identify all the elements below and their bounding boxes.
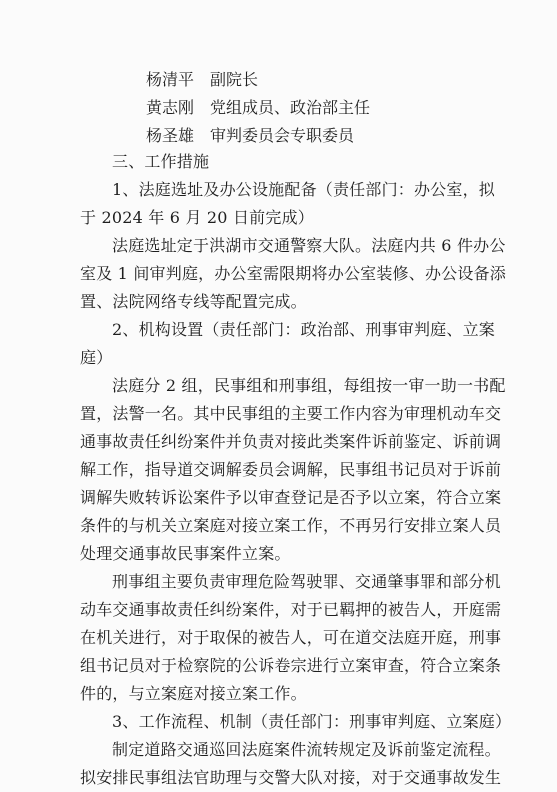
paragraph-line: 法庭分 2 组，民事组和刑事组，每组按一审一助一书配 — [112, 376, 506, 395]
paragraph-line: 解工作，指导道交调解委员会调解，民事组书记员对于诉前 — [80, 460, 502, 479]
member-title: 副院长 — [210, 70, 259, 89]
subsection-heading-cont: 庭） — [80, 348, 113, 367]
member-row — [146, 70, 258, 90]
paragraph-line: 组书记员对于检察院的公诉卷宗进行立案审查，符合立案条 — [80, 656, 502, 675]
paragraph-line: 处理交通事故民事案件立案。 — [80, 544, 291, 563]
section-heading: 三、工作措施 — [112, 152, 210, 171]
paragraph-line: 条件的与机关立案庭对接立案工作，不再另行安排立案人员 — [80, 516, 502, 535]
member-name: 杨圣雄 — [146, 126, 195, 145]
paragraph-line: 通事故责任纠纷案件并负责对接此类案件诉前鉴定、诉前调 — [80, 432, 502, 451]
paragraph-line: 在机关进行，对于取保的被告人，可在道交法庭开庭，刑事 — [80, 628, 502, 647]
member-title: 审判委员会专职委员 — [210, 126, 355, 145]
paragraph-line: 置，法警一名。其中民事组的主要工作内容为审理机动车交 — [80, 404, 502, 423]
member-row — [146, 98, 370, 118]
paragraph-line: 拟安排民事组法官助理与交警大队对接，对于交通事故发生 — [80, 768, 502, 787]
subsection-heading: 1、法庭选址及办公设施配备（责任部门：办公室，拟 — [112, 180, 495, 199]
subsection-heading: 3、工作流程、机制（责任部门：刑事审判庭、立案庭） — [112, 712, 512, 731]
member-title: 党组成员、政治部主任 — [210, 98, 371, 117]
paragraph-line: 法庭选址定于洪湖市交通警察大队。法庭内共 6 件办公 — [112, 236, 506, 255]
member-name: 杨清平 — [146, 70, 195, 89]
paragraph-line: 动车交通事故责任纠纷案件，对于已羁押的被告人，开庭需 — [80, 600, 502, 619]
paragraph-line: 件的，与立案庭对接立案工作。 — [80, 684, 307, 703]
member-name: 黄志刚 — [146, 98, 195, 117]
paragraph-line: 置、法院网络专线等配置完成。 — [80, 292, 307, 311]
paragraph-line: 调解失败转诉讼案件予以审查登记是否予以立案，符合立案 — [80, 488, 502, 507]
paragraph-line: 刑事组主要负责审理危险驾驶罪、交通肇事罪和部分机 — [112, 572, 501, 591]
subsection-heading-cont: 于 2024 年 6 月 20 日前完成） — [80, 208, 314, 227]
subsection-heading: 2、机构设置（责任部门：政治部、刑事审判庭、立案 — [112, 320, 495, 339]
member-row — [146, 126, 354, 146]
paragraph-line: 室及 1 间审判庭，办公室需限期将办公室装修、办公设备添 — [80, 264, 506, 283]
paragraph-line: 制定道路交通巡回法庭案件流转规定及诉前鉴定流程。 — [112, 740, 501, 759]
